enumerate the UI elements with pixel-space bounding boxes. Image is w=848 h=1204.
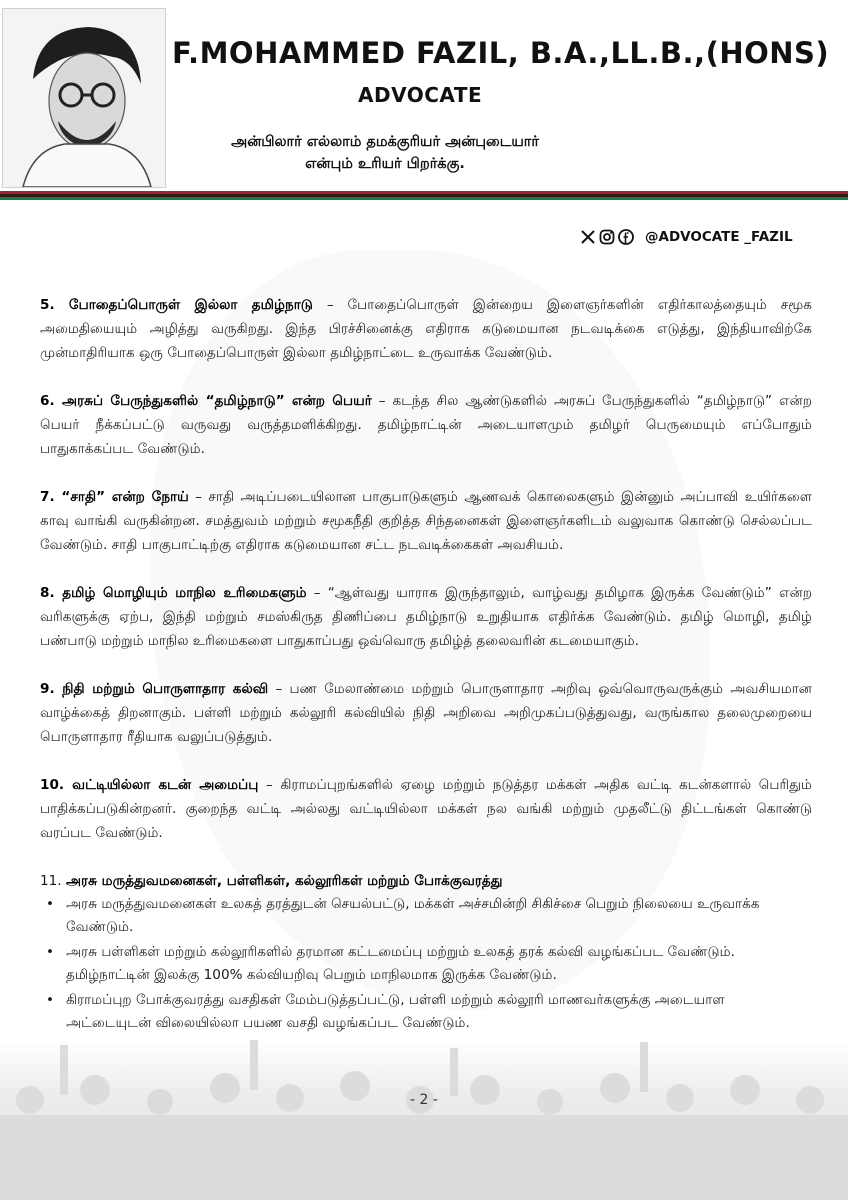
point-heading: 5. போதைப்பொருள் இல்லா தமிழ்நாடு bbox=[40, 297, 313, 313]
point-heading: 9. நிதி மற்றும் பொருளாதார கல்வி bbox=[40, 681, 269, 697]
advocate-name: F.MOHAMMED FAZIL, B.A.,LL.B.,(HONS) bbox=[172, 36, 830, 70]
bullet-item: • கிராமப்புற போக்குவரத்து வசதிகள் மேம்படுத்தப்பட்டு, பள்ளி மற்றும் கல்லூரி மாணவர்களுக்கு அடையாள அட்டையுடன் விலையில்லா பயண வசதி வழங்கப்பட வேண்டும். bbox=[60, 989, 812, 1035]
advocate-title: ADVOCATE bbox=[358, 83, 483, 107]
motto-line-1: அன்பிலார் எல்லாம் தமக்குரியர் அன்புடையார் bbox=[231, 134, 539, 150]
point-heading: அரசு மருத்துவமனைகள், பள்ளிகள், கல்லூரிகள் மற்றும் போக்குவரத்து bbox=[65, 873, 503, 889]
point-number: 11. bbox=[40, 873, 66, 889]
point-8 bbox=[40, 581, 812, 653]
point-text: – “ஆள்வது யாராக இருந்தாலும், வாழ்வது தமிழாக இருக்க வேண்டும்” என்ற வரிகளுக்கு ஏற்ப, இந்தி மற்றும் சமஸ்கிருத திணிப்பை தமிழ்நாடு உறுதியாக எதிர்க்க வேண்டும். தமிழ் மொழி, தமிழ் பண்பாடு மற்றும் மாநில உரிமைகளை பாதுகாப்பது ஒவ்வொரு தமிழ்த் தலைவரின் கடமையாகும். bbox=[40, 585, 812, 649]
point-5 bbox=[40, 293, 812, 365]
advocate-portrait bbox=[2, 8, 166, 188]
point-7 bbox=[40, 485, 812, 557]
point-heading: 10. வட்டியில்லா கடன் அமைப்பு bbox=[40, 777, 259, 793]
page-number: - 2 - bbox=[410, 1092, 438, 1108]
bullet-item: • அரசு பள்ளிகள் மற்றும் கல்லூரிகளில் தரமான கட்டமைப்பு மற்றும் உலகத் தரக் கல்வி வழங்கப்பட வேண்டும். தமிழ்நாட்டின் இலக்கு 100% கல்வியறிவு பெறும் மாநிலமாக இருக்க வேண்டும். bbox=[60, 941, 812, 987]
point-text: – சாதி அடிப்படையிலான பாகுபாடுகளும் ஆணவக் கொலைகளும் இன்னும் அப்பாவி உயிர்களை காவு வாங்கி வருகின்றன. சமத்துவம் மற்றும் சமூகநீதி குறித்த சிந்தனைகள் இளைஞர்களிடம் வலுவாக கொண்டு செல்லப்பட வேண்டும். சாதி பாகுபாட்டிற்கு எதிராக கடுமையான சட்ட நடவடிக்கைகள் அவசியம். bbox=[40, 489, 812, 553]
point-text: – பண மேலாண்மை மற்றும் பொருளாதார அறிவு ஒவ்வொருவருக்கும் அவசியமான வாழ்க்கைத் திறனாகும். பள்ளி மற்றும் கல்லூரி கல்வியில் நிதி அறிவை அறிமுகப்படுத்துவது, வருங்கால தலைமுறையை பொருளாதார ரீதியாக வலுப்படுத்தும். bbox=[40, 681, 812, 745]
instagram-icon[interactable] bbox=[599, 229, 615, 245]
thirukkural-motto bbox=[200, 131, 570, 175]
social-handle-text[interactable]: @ADVOCATE _FAZIL bbox=[645, 229, 793, 245]
point-text: – போதைப்பொருள் இன்றைய இளைஞர்களின் எதிர்காலத்தையும் சமூக அமைதியையும் அழித்து வருகிறது. இந்த பிரச்சினைக்கு எதிராக கடுமையான நடவடிக்கை எடுத்து, இந்தியாவிற்கே முன்மாதிரியாக ஒரு போதைப்பொருள் இல்லா தமிழ்நாட்டை உருவாக்க வேண்டும். bbox=[40, 297, 812, 361]
point-11-heading bbox=[40, 869, 812, 893]
point-6 bbox=[40, 389, 812, 461]
bullet-item: • அரசு மருத்துவமனைகள் உலகத் தரத்துடன் செயல்பட்டு, மக்கள் அச்சமின்றி சிகிச்சை பெறும் நிலையை உருவாக்க வேண்டும். bbox=[60, 893, 812, 939]
header-stripe-green bbox=[0, 197, 848, 200]
point-11-bullets bbox=[40, 893, 812, 1035]
crowd-silhouette-watermark bbox=[0, 1040, 848, 1200]
x-icon[interactable] bbox=[580, 229, 596, 245]
point-9 bbox=[40, 677, 812, 749]
social-handles bbox=[580, 228, 793, 246]
facebook-icon[interactable] bbox=[618, 229, 634, 245]
point-text: – கிராமப்புறங்களில் ஏழை மற்றும் நடுத்தர மக்கள் அதிக வட்டி கடன்களால் பெரிதும் பாதிக்கப்படுகின்றனர். குறைந்த வட்டி அல்லது வட்டியில்லா மக்கள் நல வங்கி மற்றும் முதலீட்டு திட்டங்கள் கொண்டு வரப்பட வேண்டும். bbox=[40, 777, 812, 841]
point-10 bbox=[40, 773, 812, 845]
point-heading: 6. அரசுப் பேருந்துகளில் “தமிழ்நாடு” என்ற பெயர் bbox=[40, 393, 372, 409]
point-heading: 8. தமிழ் மொழியும் மாநில உரிமைகளும் bbox=[40, 585, 307, 601]
motto-line-2: என்பும் உரியர் பிறர்க்கு. bbox=[305, 156, 465, 172]
point-text: – கடந்த சில ஆண்டுகளில் அரசுப் பேருந்துகளில் “தமிழ்நாடு” என்ற பெயர் நீக்கப்பட்டு வருவது வருத்தமளிக்கிறது. தமிழ்நாட்டின் அடையாளமும் தமிழர் பெருமையும் எப்போதும் பாதுகாக்கப்பட வேண்டும். bbox=[40, 393, 812, 457]
point-heading: 7. “சாதி” என்ற நோய் bbox=[40, 489, 189, 505]
manifesto-points bbox=[40, 293, 812, 1037]
